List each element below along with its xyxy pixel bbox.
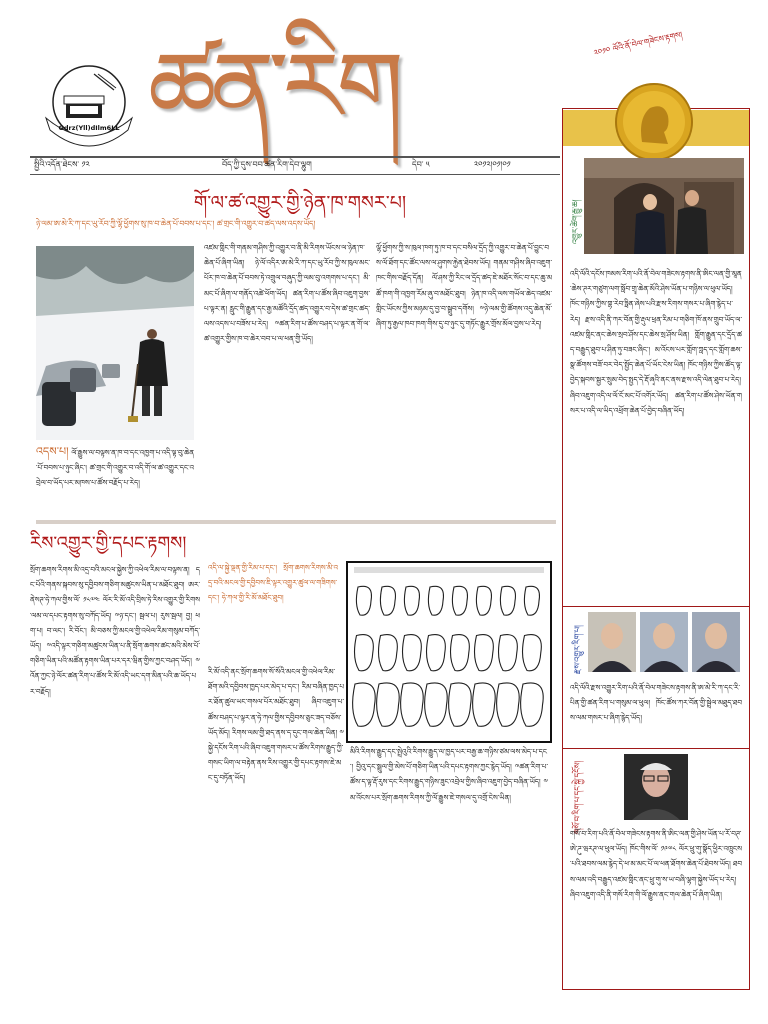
embryo-sketch [377,683,400,726]
evolution-column-2: རི་མོ་འདི་ནང་སྲོག་ཆགས་སོ་སོའི་མངལ་གྱི་འཕེལ་རིམ་ཐོག་མའི་དབྱིབས་ཁྱད་པར་མེད་པ་དང་། རིམ་བཞིན་ཁྱད་པར་ཐོན་ཚུལ་ཡང་གསལ་པོར་མཐོང་ཐུབ། ཞིབ་འཇུག་པ་ཚོས་བཤད་པ་ལྟར་ན་ཧེ་ཀལ་གྱིས་དབྱིབས་ཅུང་ཟད་བཅོས་ཡོད་མོད། རིགས་ལམ་གྱི་ཐད་ནས་ད་དུང་གལ་ཆེན་ཡིན། ༸སྐྱེ་དངོས་རིག་པའི་ཞིབ་འཇུག་གསར་པ་ཚོས་རིགས་རྒྱུད་ཀྱི་གསང་ཡིག་ལ་བརྟེན་ནས་རིས་འགྱུར་གྱི་དཔང་རྟགས་ཇེ་མང་དུ་བཏོན་ཡོད། [208,667,344,783]
embryo-sketch [475,635,494,671]
embryo-sketch [403,635,422,671]
medicine-text: གསོ་བ་རིག་པའི་ནོ་བེལ་གཟེངས་རྟགས་ནི་ཨིང་ལན་གྱི་ཤེས་ཡོན་པ་རོ་བཊ་ཨེ་ཌུ་ཝརཊ་ལ་ཕུལ་ཡོད། ཁོང་གིས་ལོ་ ༡༩༧༨ ལོར་ཕྲུ་གུ་སྣོད་ཕྱིར་འཁྲུངས་པའི་ཐབས་ལམ་རྙེད་དེ་ཕ་མ་མང་པོ་ལ་ཕན་ཐོགས་ཆེན་པོ་ཐེབས་ཡོད། ཐབས་ལམ་འདི་བརྒྱུད་འཛམ་གླིང་ནང་ཕྲུ་གུ་ས་ཡ་བཞི་ལྷག་སྐྱེས་ཡོད་པ་རེད། ཞིབ་འཇུག་འདི་ནི་གསོ་རིག་གི་ལོ་རྒྱུས་ནང་གལ་ཆེན་པོ་ཞིག་ཡིན། [570,829,742,899]
snow-street-photo [36,246,194,440]
embryo-sketch [425,683,448,726]
medicine-laureate-photo [624,754,688,820]
manchester-scientists-photo [584,158,744,254]
medicine-vertical-label: གསོ་བ་རིག་པ་དང་སྐྱེ་དངོས། [573,760,582,834]
embryo-sketch [523,635,542,671]
photo-caption [36,444,194,514]
evolution-sidebar: འདི་ལ་སྐྱེ་ལྡན་གྱི་རིམ་པ་དང་། སྲོག་ཆགས་རིགས་མི་འདྲ་བའི་མངལ་གྱི་དབྱིབས་ཇི་ལྟར་འགྱུར་ཚུལ་ལ་གཟིགས་དང་། ཧེ་ཀལ་གྱི་རི་མོ་མཐོང་ཐུབ། [208,563,338,603]
evolution-column-1: སྲོག་ཆགས་རིགས་མི་འདྲ་བའི་མངལ་སྐྱེས་ཀྱི་འཕེལ་རིམ་ལ་བལྟས་ན། དང་པོའི་གནས་སྐབས་སུ་དབྱིབས་གཅིག་མཚུངས་ཡིན་པ་མཐོང་ཐུབ། ཨར་ནེསཊ་ཧེ་ཀལ་གྱིས་ལོ་ ༡༨༧༤ ལོར་རི་མོ་འདི་བྲིས་ཏེ་རིས་འགྱུར་གྱི་རིགས་ལམ་ལ་དཔང་རྟགས་སུ་བཀོད་ཡོད། ༸ཉ་དང་། སྦལ་པ། རུས་སྦལ། བྱ། ཕག་པ། བ་ལང་། རི་བོང་། མི་བཅས་ཀྱི་མངལ་གྱི་འཕེལ་རིམ་གསུམ་བཀོད་ཡོད། ༸འདི་ལྟར་གཅིག་མཚུངས་ཡིན་པ་ནི་སྲོག་ཆགས་ཚང་མའི་མེས་པོ་གཅིག་ཡིན་པའི་མཚོན་རྟགས་ཡིན་པར་དར་ཝིན་གྱིས་ཀྱང་བཤད་ཡོད། ༸འོན་ཀྱང་ཉེ་ལོར་ཚན་རིག་པ་ཚོས་རི་མོ་འདི་ཡང་དག་མིན་པའི་ཆ་ཡོད་པར་བརྗོད། [30,565,200,696]
evolution-headline: རིས་འགྱུར་གྱི་དཔང་རྟགས། [30,533,187,554]
embryo-sketch [452,586,467,615]
lead-deck: ཉེ་ལམ་ཨ་མེ་རི་ཀ་དང་ཡུ་རོབ་ཀྱི་ལྷོ་ཕྱོགས་སུ་ཁ་བ་ཆེན་པོ་བབས་པ་དང་། ཚ་གྲང་གི་འགྱུར་བ་ཚད་ལས་འདས་ཡོད། [36,219,316,228]
chemistry-laureates-photo [584,612,744,672]
embryo-sketch [404,586,419,615]
embryo-drawings-figure [346,561,552,743]
embryo-sketch [473,683,496,726]
embryo-sketch [355,635,374,671]
embryo-sketch [380,586,395,615]
laureate-portrait [588,612,636,672]
nobel-vertical-label: འགྱུར་ཚེག་རྒྱུ་ཆ། [571,199,580,244]
laureate-portrait [692,612,740,672]
chemistry-vertical-label: རྫས་འགྱུར་རིག་པ། [573,625,582,674]
embryo-sketch [451,635,470,671]
embryo-sketch [499,635,518,671]
lead-headline: གོ་ལ་ཚ་འགྱུར་གྱི་ཉེན་ཁ་གསར་པ། [193,192,407,214]
section-divider [36,520,556,524]
lead-column-1: འཛམ་གླིང་གི་གནམ་གཤིས་ཀྱི་འགྱུར་བ་ནི་མི་རིགས་ཡོངས་ལ་ཉེན་ཁ་ཆེན་པོ་ཞིག་ཡིན། ཉེ་ལོ་འདིར་ཨ་མེ་རི་ཀ་དང་ཡུ་རོབ་ཀྱི་ས་ཁུལ་མང་པོར་ཁ་བ་ཆེན་པོ་བབས་ཏེ་འགྲུལ་བཞུད་ཀྱི་ལམ་བུ་འགགས་པ་དང་། མི་མང་པོ་ཞིག་ལ་གནོད་འཚེ་ཕོག་ཡོད། ཚན་རིག་པ་ཚོས་ཞིབ་འཇུག་བྱས་པ་ལྟར་ན། རླུང་གི་རྒྱུན་དང་རྒྱ་མཚོའི་དྲོད་ཚད་འགྱུར་བ་དེས་ཚ་གྲང་ཚད་ལས་འདས་པ་བཟོས་པ་རེད། ༸ཚན་རིག་པ་ཚོས་བཤད་པ་ལྟར་ན་གོ་ལ་ཚ་འགྱུར་གྱིས་ཁ་བ་ཆེར་བབ་པ་ལ་ཕན་གྱི་ཡོད། [204,243,370,344]
masthead-title: ཚན་རིག [148,31,398,143]
issue-label: སྤྱིའི་འདོན་ཐེངས་ ༡༢ [34,160,90,169]
masthead-subtitle: བོད་ཀྱི་དུས་བབ་ཚན་རིག་དེབ་ལྷུག [222,160,312,169]
embryo-sketch [497,683,520,726]
evolution-column-3: མིའི་རིགས་རྒྱུད་དང་སྤྲེའུའི་རིགས་རྒྱུད་ལ་ཁྱད་པར་བརྒྱ་ཆ་གཉིས་ཙམ་ལས་མེད་པ་དང་། བྱིའུ་དང་སྦྲུལ་གྱི་མེས་པོ་གཅིག་ཡིན་པའི་དཔང་རྟགས་ཀྱང་རྙེད་ཡོད། ༸ཚན་རིག་པ་ཚོས་ད་ལྟ་རྡོ་རུས་དང་རིགས་རྒྱུད་གཉིས་ཟུང་འབྲེལ་གྱིས་ཞིབ་འཇུག་བྱེད་བཞིན་ཡོད། ༸མ་འོངས་པར་སྲོག་ཆགས་རིགས་ཀྱི་ལོ་རྒྱུས་ཇེ་གསལ་དུ་འགྲོ་ངེས་ཡིན། [350,747,548,802]
nobel-banner: ༢༠༡༠ ལོའི་ནོ་བེལ་གཟེངས་རྟགས། [593,30,684,58]
embryo-sketch [500,586,515,615]
masthead-bottom-rule [30,174,560,175]
embryo-sketch [427,635,446,671]
embryo-sketch [356,586,371,615]
lead-column-2: ལྷོ་ཕྱོགས་ཀྱི་ས་ཁུལ་ཁག་ཏུ་ཁ་བ་དང་བསིལ་དྲོད་ཀྱི་འགྱུར་བ་ཆེན་པོ་བྱུང་བས་ལོ་ཐོག་དང་ཚོང་ལས་ལ་ཤུགས་རྐྱེན་ཐེབས་ཡོད། གནམ་གཤིས་ཞིབ་འཇུག་ཁང་གིས་བརྗོད་དོན། ལོ་ཤས་ཀྱི་རིང་ལ་དྲོད་ཚད་ཇེ་མཐོར་སོང་བ་དང་ཆུ་མཚོ་ཁག་གི་འཁྱག་རོམ་ཞུ་བ་མཐོང་ཐུབ། ཉེན་ཁ་འདི་ལས་གཡོལ་ཆེད་འཛམ་གླིང་ཡོངས་ཀྱིས་མཉམ་དུ་བྱ་བ་སྒྲུབ་དགོས། ༸ཉེ་ལམ་གྱི་ཚོགས་འདུ་ཆེན་མོ་ཞིག་ཏུ་རྒྱལ་ཁབ་ཁག་གིས་དུ་བ་ཉུང་དུ་གཏོང་རྒྱུར་གྲོས་མོལ་བྱས་པ་རེད། [376,243,552,329]
embryo-sketch [379,635,398,671]
nobel-physics-text: འདི་ལོའི་དངོས་ཁམས་རིག་པའི་ནོ་བེལ་གཟེངས་རྟགས་ནི་ཨིང་ལན་གྱི་མཱན་ཆེས་ཊར་གཙུག་ལག་སློབ་གྲྭ་ཆེན་མོའི་ཤེས་ཡོན་པ་གཉིས་ལ་ཕུལ་ཡོད། ཁོང་གཉིས་ཀྱིས་གྷ་རེབ་ཧྥིན་ཞེས་པའི་རྫས་རིགས་གསར་པ་ཞིག་རྙེད་པ་རེད། རྫས་འདི་ནི་ཀར་བོན་གྱི་རྡུལ་ཕྲན་རིམ་པ་གཅིག་ཁོ་ནས་གྲུབ་ཡོད་ལ་འཛམ་གླིང་ནང་ཆེས་སྲབ་ཤོས་དང་ཆེས་སྲ་ཤོས་ཡིན། གློག་རྒྱུན་དང་དྲོད་ཚད་བརྒྱུད་ཐུབ་པ་ཤིན་ཏུ་བཟང་ཞིང་། མ་འོངས་པར་གློག་ཀླད་དང་གློག་ཆས་སྣ་ཚོགས་བཟོ་བར་བེད་སྤྱོད་ཆེན་པོ་ཡོང་ངེས་ཡིན། ཁོང་གཉིས་ཀྱིས་ཚོད་ལྟ་བྱེད་སྐབས་སྦྱར་སྲུམ་བེད་སྤྱད་དེ་རྡོ་ཞྭའི་ནང་ནས་རྫས་འདི་ལེན་ཐུབ་པ་རེད། ཞིབ་འཇུག་འདི་ལ་ལོ་ངོ་མང་པོ་འགོར་ཡོད། ཚན་རིག་པ་ཚོས་ཤེས་ཡོན་གསར་པ་འདི་ལ་ཡིད་འཕྲོག་ཆེན་པོ་བྱེད་བཞིན་ཡོད། [570,269,742,415]
photo-caption-text: ལོ་རྒྱུས་ལ་བལྟས་ན་ཁ་བ་དང་འཁྱག་པ་འདི་ལྟ་བུ་ཆེན་པོ་བབས་པ་ཉུང་ཞིང་། ཚ་གྲང་གི་འགྱུར་བ་འདི་གོ་ལ་ཚ་འགྱུར་དང་འབྲེལ་བ་ཡོད་པར་མཁས་པ་ཚོས་བརྗོད་པ་རེད། [36,448,194,488]
embryo-sketch [521,683,544,726]
embryo-sketch [401,683,424,726]
embryo-sketch [353,683,376,726]
photo-caption-lead: འདས་པ། [36,445,69,458]
chemistry-text: འདི་ལོའི་རྫས་འགྱུར་རིག་པའི་ནོ་བེལ་གཟེངས་རྟགས་ནི་ཨ་མེ་རི་ཀ་དང་རི་པིན་གྱི་ཚན་རིག་པ་གསུམ་ལ་ཕུལ། ཁོང་ཚོས་ཀར་བོན་གྱི་སྦྲེལ་མཐུད་ཐབས་ལམ་གསར་པ་ཞིག་རྙེད་ཡོད། [570,683,742,723]
issue-date: ༢༠༡༢།༠༡།༠༡ [474,160,511,169]
newspaper-logo [42,62,136,152]
nobel-medal-icon [614,82,694,162]
embryo-sketch [524,586,539,615]
embryo-sketch [476,586,491,615]
laureate-portrait [640,612,688,672]
embryo-sketch [428,586,443,615]
embryo-sketch [449,683,472,726]
logo-caption: Gdrz(Yll)dIlm6LL [58,124,120,132]
number-label: དེབ་ ༥ [412,160,430,169]
